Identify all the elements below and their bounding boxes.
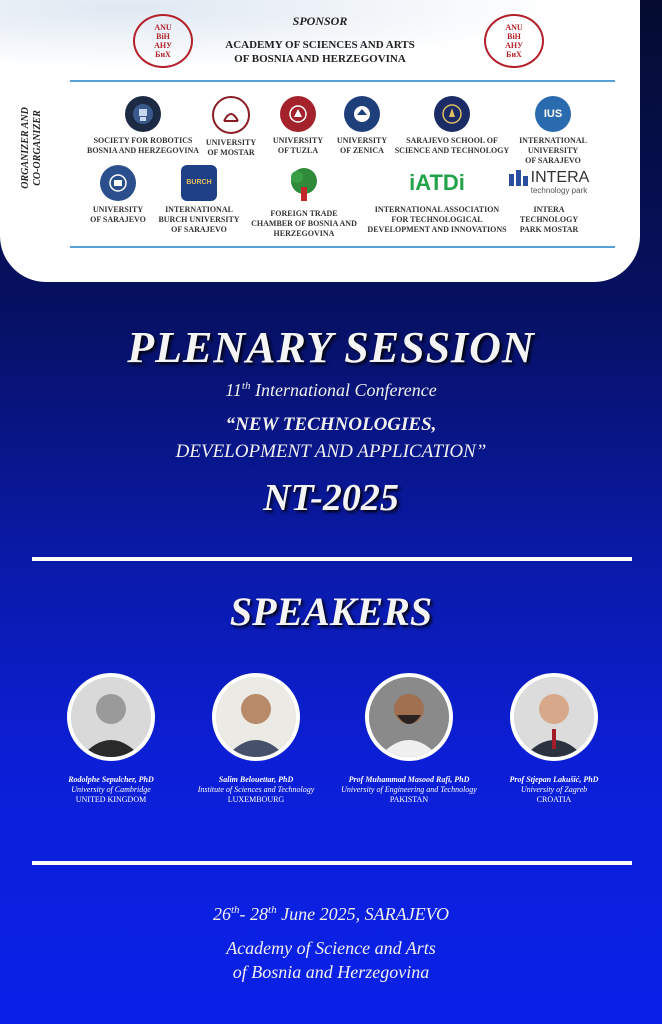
speaker-country: PAKISTAN	[389, 795, 429, 804]
sponsor-name-line1: ACADEMY OF SCIENCES AND ARTS	[225, 39, 415, 51]
venue-line2: of Bosnia and Herzegovina	[232, 962, 430, 982]
divider-top	[70, 80, 615, 82]
org-ssst	[390, 96, 514, 156]
event-date	[0, 904, 662, 925]
org-label: FOREIGN TRADE	[270, 209, 338, 218]
org-label: BOSNIA AND HERZEGOVINA	[86, 146, 200, 155]
org-iatdi	[362, 165, 512, 235]
org-ius	[516, 96, 590, 166]
org-label: OF SARAJEVO	[171, 225, 227, 234]
org-univ-sarajevo	[84, 165, 152, 225]
ius-logo-icon: IUS	[535, 96, 571, 132]
org-label: OF ZENICA	[340, 146, 384, 155]
org-label: DEVELOPMENT AND INNOVATIONS	[367, 225, 507, 234]
speaker-country: LUXEMBOURG	[227, 795, 285, 804]
org-univ-tuzla	[270, 96, 326, 156]
venue-line1: Academy of Science and Arts	[226, 938, 436, 958]
plenary-title: PLENARY SESSION	[127, 323, 535, 372]
speaker-name: Salim Belouettar, PhD	[218, 775, 294, 784]
iatdi-logo-icon: iATDi	[409, 170, 465, 195]
intera-wordmark: INTERA	[530, 169, 590, 186]
date-month-location: June 2025, SARAJEVO	[276, 904, 450, 924]
org-univ-mostar	[203, 96, 259, 158]
conference-code: NT-2025	[263, 477, 399, 519]
org-intera	[498, 165, 600, 235]
conference-title-line2: DEVELOPMENT AND APPLICATION”	[175, 441, 487, 462]
intera-subtitle: technology park	[530, 186, 588, 195]
sponsor-name	[0, 38, 640, 66]
speakers-title: SPEAKERS	[229, 589, 433, 634]
org-label: OF MOSTAR	[207, 148, 255, 157]
sponsor-name-line2: OF BOSNIA AND HERZEGOVINA	[234, 53, 406, 65]
organizer-label	[20, 88, 44, 208]
date-day-start: 26	[212, 904, 231, 924]
org-robotics-society	[78, 96, 208, 156]
seal-text: ANU	[154, 23, 172, 32]
org-label: UNIVERSITY	[205, 138, 257, 147]
speaker-card	[176, 673, 336, 805]
org-label: FOR TECHNOLOGICAL	[391, 215, 483, 224]
burch-shield-icon: BURCH	[181, 165, 217, 201]
speaker-institution: University of Zagreb	[520, 785, 588, 794]
divider-bottom	[70, 246, 615, 248]
speaker-institution: University of Engineering and Technology	[341, 785, 477, 794]
org-label: INTERA	[533, 205, 565, 214]
speaker-photo	[67, 673, 155, 761]
org-label: INTERNATIONAL ASSOCIATION	[374, 205, 500, 214]
speaker-name: Rodolphe Sepulcher, PhD	[68, 775, 154, 784]
org-label: UNIVERSITY	[272, 136, 324, 145]
org-label: INTERNATIONAL	[165, 205, 233, 214]
conference-title-line1: “NEW TECHNOLOGIES,	[225, 414, 437, 435]
divider-white-1	[32, 557, 632, 561]
edition-text: International Conference	[250, 380, 437, 400]
speaker-name: Prof Muhammad Masood Rafi, PhD	[348, 775, 470, 784]
date-suffix: th	[268, 904, 277, 916]
org-label: UNIVERSITY	[527, 146, 579, 155]
speaker-card	[474, 673, 634, 805]
ssst-crest-icon	[434, 96, 470, 132]
seal-text: BiH	[156, 32, 170, 41]
sponsor-label: SPONSOR	[292, 14, 348, 28]
event-venue	[0, 936, 662, 984]
speaker-card	[329, 673, 489, 805]
speaker-photo	[212, 673, 300, 761]
org-burch	[156, 165, 242, 235]
org-univ-zenica	[334, 96, 390, 156]
seal-text: БиХ	[155, 50, 171, 59]
org-label: SARAJEVO SCHOOL OF	[406, 136, 498, 145]
speaker-photo	[510, 673, 598, 761]
tuzla-crest-icon	[280, 96, 316, 132]
seal-text: ANU	[505, 23, 523, 32]
organizer-label-line1: ORGANIZER AND	[20, 107, 31, 189]
zenica-crest-icon	[344, 96, 380, 132]
speaker-country: UNITED KINGDOM	[75, 795, 147, 804]
org-label: INTERNATIONAL	[519, 136, 587, 145]
org-label: CHAMBER OF BOSNIA AND	[251, 219, 357, 228]
org-label: BURCH UNIVERSITY	[158, 215, 240, 224]
org-label: UNIVERSITY	[92, 205, 144, 214]
seal-text: АНУ	[505, 41, 523, 50]
partners-card	[0, 0, 640, 282]
org-label: TECHNOLOGY	[519, 215, 579, 224]
speaker-card	[31, 673, 191, 805]
intera-logo-icon	[498, 165, 600, 201]
org-label: SOCIETY FOR ROBOTICS	[93, 136, 193, 145]
seal-text: БиХ	[506, 50, 522, 59]
org-label: OF TUZLA	[277, 146, 319, 155]
sarajevo-crest-icon	[100, 165, 136, 201]
date-suffix: th	[230, 904, 240, 916]
speaker-country: CROATIA	[536, 795, 572, 804]
seal-text: АНУ	[154, 41, 172, 50]
edition-suffix: th	[241, 380, 251, 392]
org-label: SCIENCE AND TECHNOLOGY	[394, 146, 510, 155]
organizer-label-line2: CO-ORGANIZER	[32, 110, 43, 186]
speaker-institution: Institute of Sciences and Technology	[197, 785, 315, 794]
speaker-institution: University of Cambridge	[71, 785, 151, 794]
org-label: UNIVERSITY	[336, 136, 388, 145]
seal-text: BiH	[507, 32, 521, 41]
speaker-photo	[365, 673, 453, 761]
chamber-tree-icon	[284, 165, 324, 205]
org-label: OF SARAJEVO	[525, 156, 581, 165]
robot-icon	[125, 96, 161, 132]
org-label: PARK MOSTAR	[519, 225, 579, 234]
org-label: OF SARAJEVO	[90, 215, 146, 224]
date-dash: -	[239, 904, 251, 924]
date-day-end: 28	[250, 904, 269, 924]
edition-number: 11	[225, 380, 242, 400]
org-foreign-trade-chamber	[246, 165, 362, 239]
speaker-name: Prof Stjepan Lakušić, PhD	[509, 775, 599, 784]
divider-white-2	[32, 861, 632, 865]
mostar-crest-icon	[212, 96, 250, 134]
org-label: HERZEGOVINA	[273, 229, 335, 238]
conference-edition	[0, 380, 662, 401]
